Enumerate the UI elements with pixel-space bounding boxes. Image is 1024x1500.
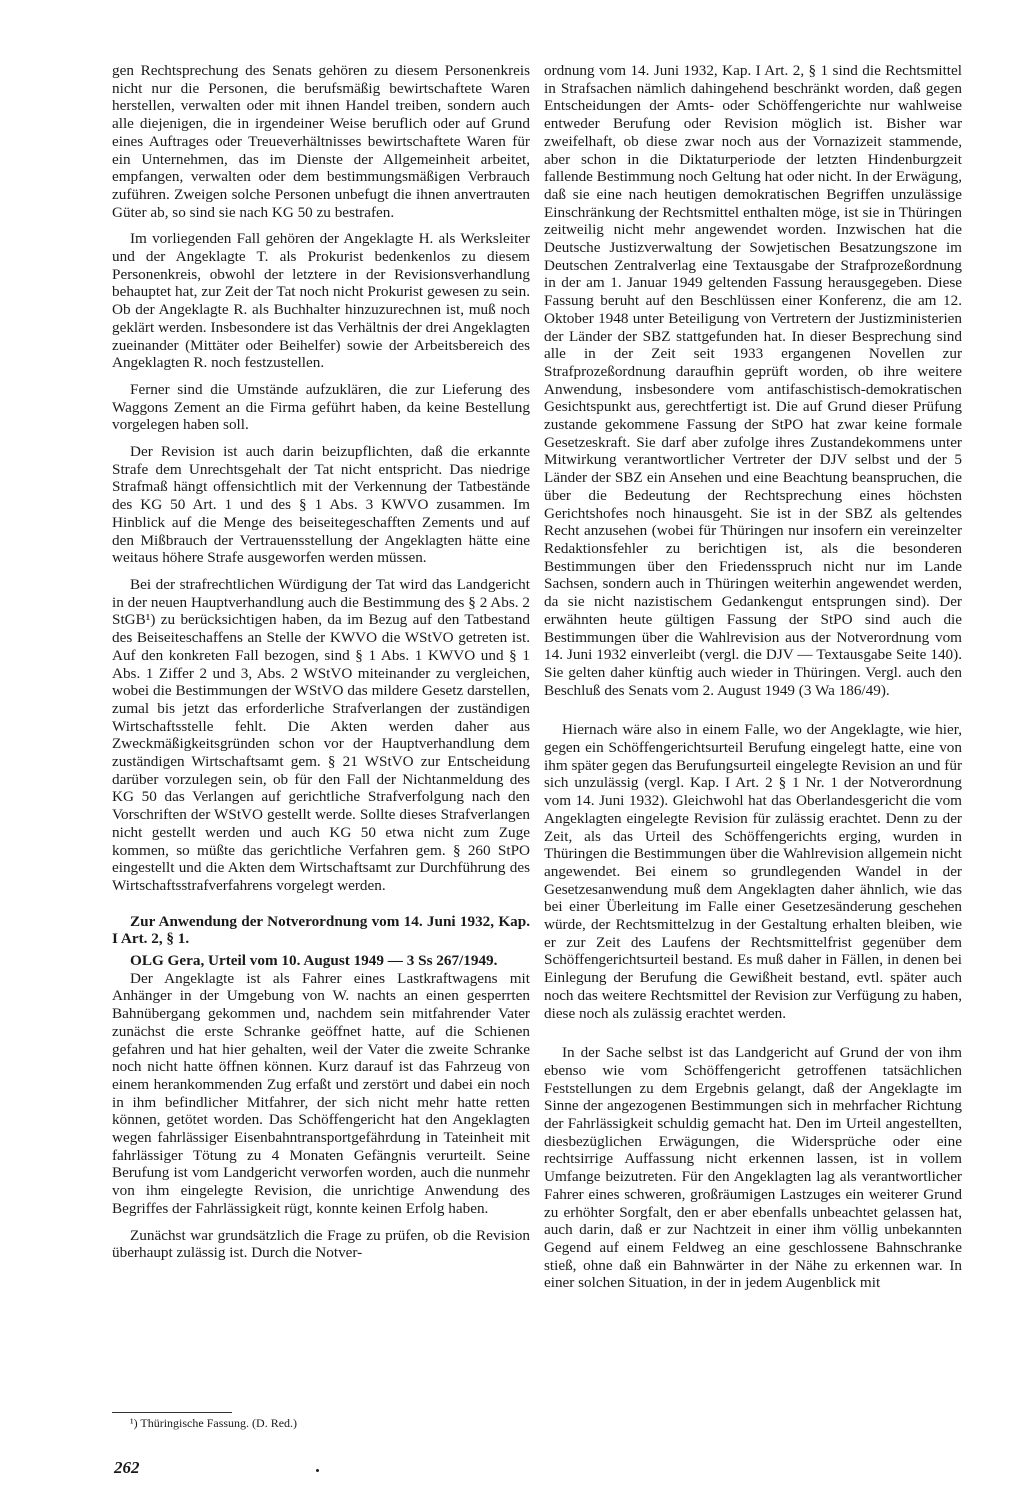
paragraph: gen Rechtsprechung des Senats gehören zu diesem Personenkreis nicht nur die Personen, die berufsmäßig bewirtschaftete Waren herstellen, verwalten oder mit ihnen Handel treiben, sondern auch alle diejenigen, die in irgendeiner Weise beruflich oder auf Grund eines Auftrages oder Treueverhältnisses bewirtschaftete Waren für ein Unternehmen, das im Dienste der Allgemeinheit arbeitet, empfangen, verwalten oder dem bestimmungsmäßigen Verbrauch zuführen. Zweigen solche Personen unbefugt die ihnen anvertrauten Güter ab, so sind sie nach KG 50 zu bestrafen. xyxy=(112,62,530,221)
paragraph: In der Sache selbst ist das Landgericht auf Grund der von ihm ebenso wie vom Schöffengericht getroffenen tatsächlichen Feststellungen zu dem Ergebnis gelangt, daß der Angeklagte im Sinne der angezogenen Bestimmungen sich in mehrfacher Richtung der Fahrlässigkeit schuldig gemacht hat. Den im Urteil angestellten, diesbezüglichen Erwägungen, die Widersprüche oder eine rechtsirrige Auffassung nicht erkennen lassen, ist in vollem Umfange beizutreten. Für den Angeklagten lag als verantwortlicher Fahrer eines schweren, großräumigen Lastzuges ein weiterer Grund zu erhöhter Sorgfalt, den er aber ebenfalls unbeachtet gelassen hat, auch darin, daß er zur Nachtzeit in einer ihm völlig unbekannten Gegend auf einem Feldweg an eine geschlossene Bahnschranke stieß, ohne daß ein Bahnwärter in der Nähe zu erkennen war. In einer solchen Situation, in der in jedem Augenblick mit xyxy=(544,1044,962,1292)
paragraph: Ferner sind die Umstände aufzuklären, die zur Lieferung des Waggons Zement an die Firma geführt haben, da keine Bestellung vorgelegen haben soll. xyxy=(112,380,530,434)
left-column xyxy=(112,62,530,1262)
page-number: 262 xyxy=(114,1458,140,1477)
footnote-divider xyxy=(112,1412,232,1413)
section-heading: Zur Anwendung der Notverordnung vom 14. Juni 1932, Kap. I Art. 2, § 1. xyxy=(112,912,530,948)
right-column xyxy=(544,62,962,1292)
print-mark xyxy=(316,1469,319,1472)
footnote: ¹) Thüringische Fassung. (D. Red.) xyxy=(130,1416,298,1430)
paragraph: Zunächst war grundsätzlich die Frage zu prüfen, ob die Revision überhaupt zulässig ist. Durch die Notver- xyxy=(112,1226,530,1262)
paragraph: Bei der strafrechtlichen Würdigung der Tat wird das Landgericht in der neuen Hauptverhandlung auch die Bestimmung des § 2 Abs. 2 StGB¹) zu berücksichtigen haben, da im Bezug auf den Tatbestand des Beiseiteschaffens an Stelle der KWVO die WStVO getreten ist. Auf den konkreten Fall bezogen, sind § 1 Abs. 1 KWVO und § 1 Abs. 1 Ziffer 2 und 3, Abs. 2 WStVO miteinander zu vergleichen, wobei die Bestimmungen der WStVO das mildere Gesetz darstellen, zumal bis jetzt das erforderliche Strafverlangen der zuständigen Wirtschaftsstelle fehlt. Die Akten werden daher aus Zweckmäßigkeitsgründen schon vor der Hauptverhandlung dem zuständigen Wirtschaftsamt gem. § 21 WStVO zur Entscheidung darüber vorzulegen sein, ob für den Fall der Nichtanmeldung des KG 50 das Verlangen auf gerichtliche Strafverfolgung nach den Vorschriften der WStVO gestellt werde. Sollte dieses Strafverlangen nicht gestellt werden und auch KG 50 etwa nicht zum Zuge kommen, so müßte das gerichtliche Verfahren gem. § 260 StPO eingestellt und die Akten dem Wirtschaftsamt zur Durchführung des Wirtschaftsstrafverfahrens vorgelegt werden. xyxy=(112,575,530,894)
paragraph: Der Revision ist auch darin beizupflichten, daß die erkannte Strafe dem Unrechtsgehalt der Tat nicht entspricht. Das niedrige Strafmaß hängt offensichtlich mit der Verkennung der Tatbestände des KG 50 Art. 1 und des § 1 Abs. 3 KWVO zusammen. Im Hinblick auf die Menge des beiseitegeschafften Zements und auf den Mißbrauch der Vertrauensstellung der Angeklagten hätte eine weitaus höhere Strafe ausgeworfen werden müssen. xyxy=(112,443,530,567)
case-citation: OLG Gera, Urteil vom 10. August 1949 — 3 Ss 267/1949. xyxy=(130,952,498,970)
paragraph: ordnung vom 14. Juni 1932, Kap. I Art. 2, § 1 sind die Rechtsmittel in Strafsachen nämlich dahingehend beschränkt worden, daß gegen Entscheidungen der Amts- oder Schöffengerichte nur wahlweise entweder Berufung oder Revision möglich ist. Bisher war zweifelhaft, ob diese zwar noch aus der Vornazizeit stammende, aber schon in die Diktaturperiode der letzten Hindenburgzeit fallende Bestimmung noch Geltung hat oder nicht. In der Erwägung, daß sie eine nach heutigen demokratischen Begriffen unzulässige Einschränkung der Rechtsmittel enthalten möge, ist sie in Thüringen zeitweilig nicht mehr angewendet worden. Inzwischen hat die Deutsche Justizverwaltung der Sowjetischen Besatzungszone im Deutschen Zentralverlag eine Textausgabe der Strafprozeßordnung in der am 1. Januar 1949 geltenden Fassung herausgegeben. Diese Fassung beruht auf den Beschlüssen einer Konferenz, die am 12. Oktober 1948 unter Beteiligung von Vertretern der Justizministerien der Länder der SBZ stattgefunden hat. In dieser Besprechung sind alle in der Zeit seit 1933 ergangenen Novellen zur Strafprozeßordnung daraufhin geprüft worden, ob ihre weitere Anwendung, insbesondere vom antifaschistisch-demokratischen Gesichtspunkt aus, gerechtfertigt ist. Die auf Grund dieser Prüfung zustande gekommene Fassung der StPO hat zwar keine formale Gesetzeskraft. Sie darf aber zufolge ihres Zustandekommens unter Mitwirkung verantwortlicher Vertreter der DJV selbst und der 5 Länder der SBZ ein Ansehen und eine Beachtung beanspruchen, die über die Bedeutung der Rechtsprechung eines höchsten Gerichtshofes noch hinausgeht. Sie ist in der SBZ als geltendes Recht anzusehen (wobei für Thüringen nur insofern ein vereinzelter Redaktionsfehler zu berichtigen ist, als die besonderen Bestimmungen über den Friedensspruch nicht nur im Lande Sachsen, sondern auch in Thüringen weiterhin angewendet werden, da sie nicht nazistischem Gedankengut entsprungen sind). Der erwähnten heute gültigen Fassung der StPO sind auch die Bestimmungen über die Wahlrevision aus der Notverordnung vom 14. Juni 1932 einverleibt (vergl. die DJV — Textausgabe Seite 140). Sie gelten daher künftig auch wieder in Thüringen. Vergl. auch den Beschluß des Senats vom 2. August 1949 (3 Wa 186/49). xyxy=(544,62,962,699)
paragraph: Der Angeklagte ist als Fahrer eines Lastkraftwagens mit Anhänger in der Umgebung von W. nachts an einen gesperrten Bahnübergang gekommen und, nachdem sein mitfahrender Vater zunächst die erste Schranke geöffnet hatte, auf die Schienen gefahren und hat hier gehalten, weil der Vater die zweite Schranke noch nicht hatte öffnen können. Kurz darauf ist das Fahrzeug von einem herankommenden Zug erfaßt und zerstört und dabei ein noch in ihm befindlicher Mitfahrer, der sich nicht mehr hatte retten können, getötet worden. Das Schöffengericht hat den Angeklagten wegen fahrlässiger Eisenbahntransportgefährdung in Tateinheit mit fahrlässiger Tötung zu 4 Monaten Gefängnis verurteilt. Seine Berufung ist vom Landgericht verworfen worden, auch die nunmehr von ihm eingelegte Revision, die unrichtige Anwendung des Begriffes der Fahrlässigkeit rügt, konnte keinen Erfolg haben. xyxy=(112,969,530,1217)
paragraph: Hiernach wäre also in einem Falle, wo der Angeklagte, wie hier, gegen ein Schöffengerichtsurteil Berufung eingelegt hatte, eine von ihm später gegen das Berufungsurteil eingelegte Revision an und für sich unzulässig (vergl. Kap. I Art. 2 § 1 Nr. 1 der Notverordnung vom 14. Juni 1932). Gleichwohl hat das Oberlandesgericht die vom Angeklagten eingelegte Revision für zulässig erachtet. Denn zu der Zeit, als das Urteil des Schöffengerichts erging, wurden in Thüringen die Bestimmungen über die Wahlrevision allgemein nicht angewendet. Bei einem so grundlegenden Wandel in der Gesetzesanwendung muß dem Angeklagten daher ähnlich, wie das bei einer Überleitung im Falle einer Gesetzesänderung geschehen würde, der Rechtsmittelzug in der Gestaltung erhalten bleiben, wie er zur Zeit des Laufens der Rechtsmittelfrist gegenüber dem Schöffengerichtsurteil bestand. Es muß daher in Fällen, in denen bei Einlegung der Berufung die Gewißheit bestand, evtl. später auch noch das weitere Rechtsmittel der Revision zur Verfügung zu haben, diese noch als zulässig erachtet werden. xyxy=(544,721,962,1022)
paragraph: Im vorliegenden Fall gehören der Angeklagte H. als Werksleiter und der Angeklagte T. als Prokurist bedenkenlos zu diesem Personenkreis, obwohl der letztere in der Revisionsverhandlung behauptet hat, zur Zeit der Tat noch nicht Prokurist gewesen zu sein. Ob der Angeklagte R. als Buchhalter hinzuzurechnen ist, muß noch geklärt werden. Insbesondere ist das Verhältnis der drei Angeklagten zueinander (Mittäter oder Beihelfer) sowie der Arbeitsbereich des Angeklagten R. noch festzustellen. xyxy=(112,230,530,372)
